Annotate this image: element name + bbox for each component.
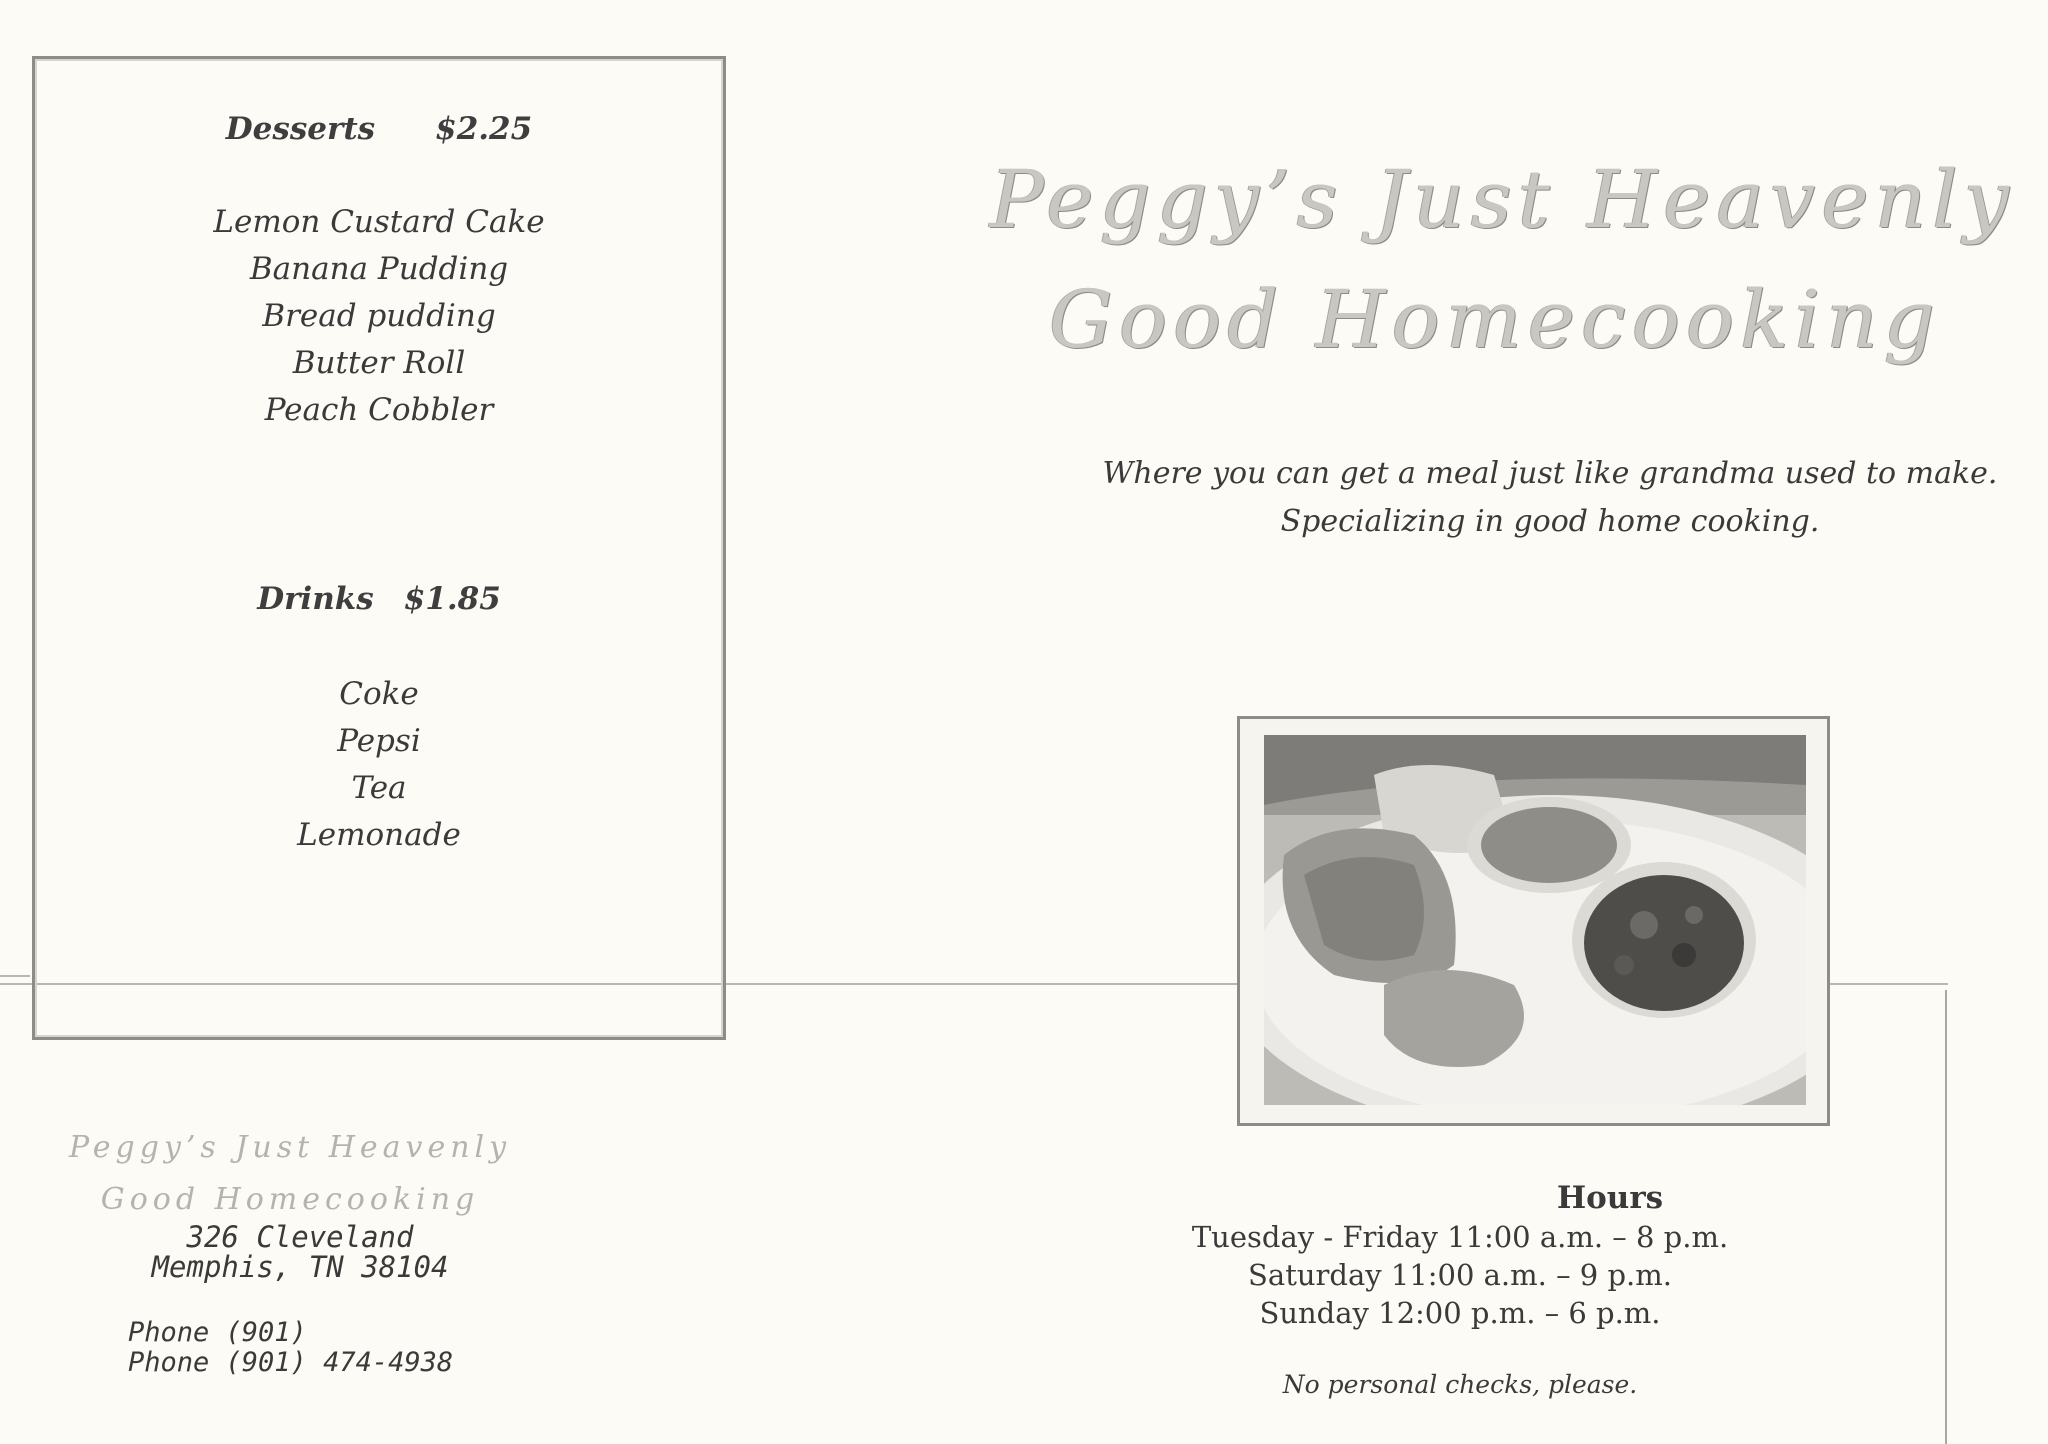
desserts-heading [35, 111, 723, 147]
contact-name-line-2: Good Homecooking [100, 1182, 480, 1217]
drink-item: Lemonade [297, 817, 461, 853]
dessert-item: Banana Pudding [249, 251, 509, 287]
phone-line-1: Phone (901) [128, 1317, 307, 1348]
menu-box [32, 56, 726, 1040]
address [120, 1222, 480, 1282]
food-plate-image [1264, 735, 1806, 1105]
hours-line: Tuesday - Friday 11:00 a.m. – 8 p.m. [1191, 1220, 1729, 1254]
contact-name-line-1: Peggy’s Just Heavenly [68, 1130, 512, 1165]
checks-note: No personal checks, please. [1282, 1370, 1638, 1399]
contact-restaurant-name [60, 1122, 520, 1226]
hours-heading: Hours [1556, 1180, 1664, 1216]
title-line-2: Good Homecooking [1049, 273, 1941, 366]
hours-list [1150, 1218, 1770, 1332]
dessert-item: Peach Cobbler [264, 392, 494, 428]
phone-numbers [128, 1318, 528, 1378]
dessert-item: Butter Roll [292, 345, 466, 381]
fold-line-right [1945, 990, 1947, 1444]
drinks-heading [35, 581, 723, 617]
drink-item: Coke [339, 676, 419, 712]
drink-item: Tea [351, 770, 407, 806]
tagline-line-1: Where you can get a meal just like grandma used to make. [1102, 456, 1998, 491]
restaurant-title [990, 140, 2015, 380]
desserts-price: $2.25 [435, 111, 533, 147]
desserts-list [35, 199, 723, 434]
hours-line: Saturday 11:00 a.m. – 9 p.m. [1248, 1258, 1672, 1292]
food-photo-frame [1237, 716, 1830, 1126]
address-line-2: Memphis, TN 38104 [151, 1250, 449, 1284]
title-line-1: Peggy’s Just Heavenly [990, 153, 2015, 246]
hours-line: Sunday 12:00 p.m. – 6 p.m. [1259, 1296, 1661, 1330]
food-photo [1264, 735, 1806, 1105]
tagline [1060, 450, 2040, 546]
drinks-list [35, 671, 723, 859]
address-line-1: 326 Cleveland [186, 1220, 414, 1254]
phone-line-2: Phone (901) 474-4938 [128, 1347, 454, 1378]
dessert-item: Lemon Custard Cake [213, 204, 545, 240]
desserts-title: Desserts [225, 111, 376, 147]
drinks-title: Drinks [257, 581, 374, 617]
tagline-line-2: Specializing in good home cooking. [1280, 504, 1820, 539]
fold-line-left [0, 975, 30, 977]
dessert-item: Bread pudding [262, 298, 496, 334]
drinks-price: $1.85 [403, 581, 501, 617]
drink-item: Pepsi [337, 723, 421, 759]
